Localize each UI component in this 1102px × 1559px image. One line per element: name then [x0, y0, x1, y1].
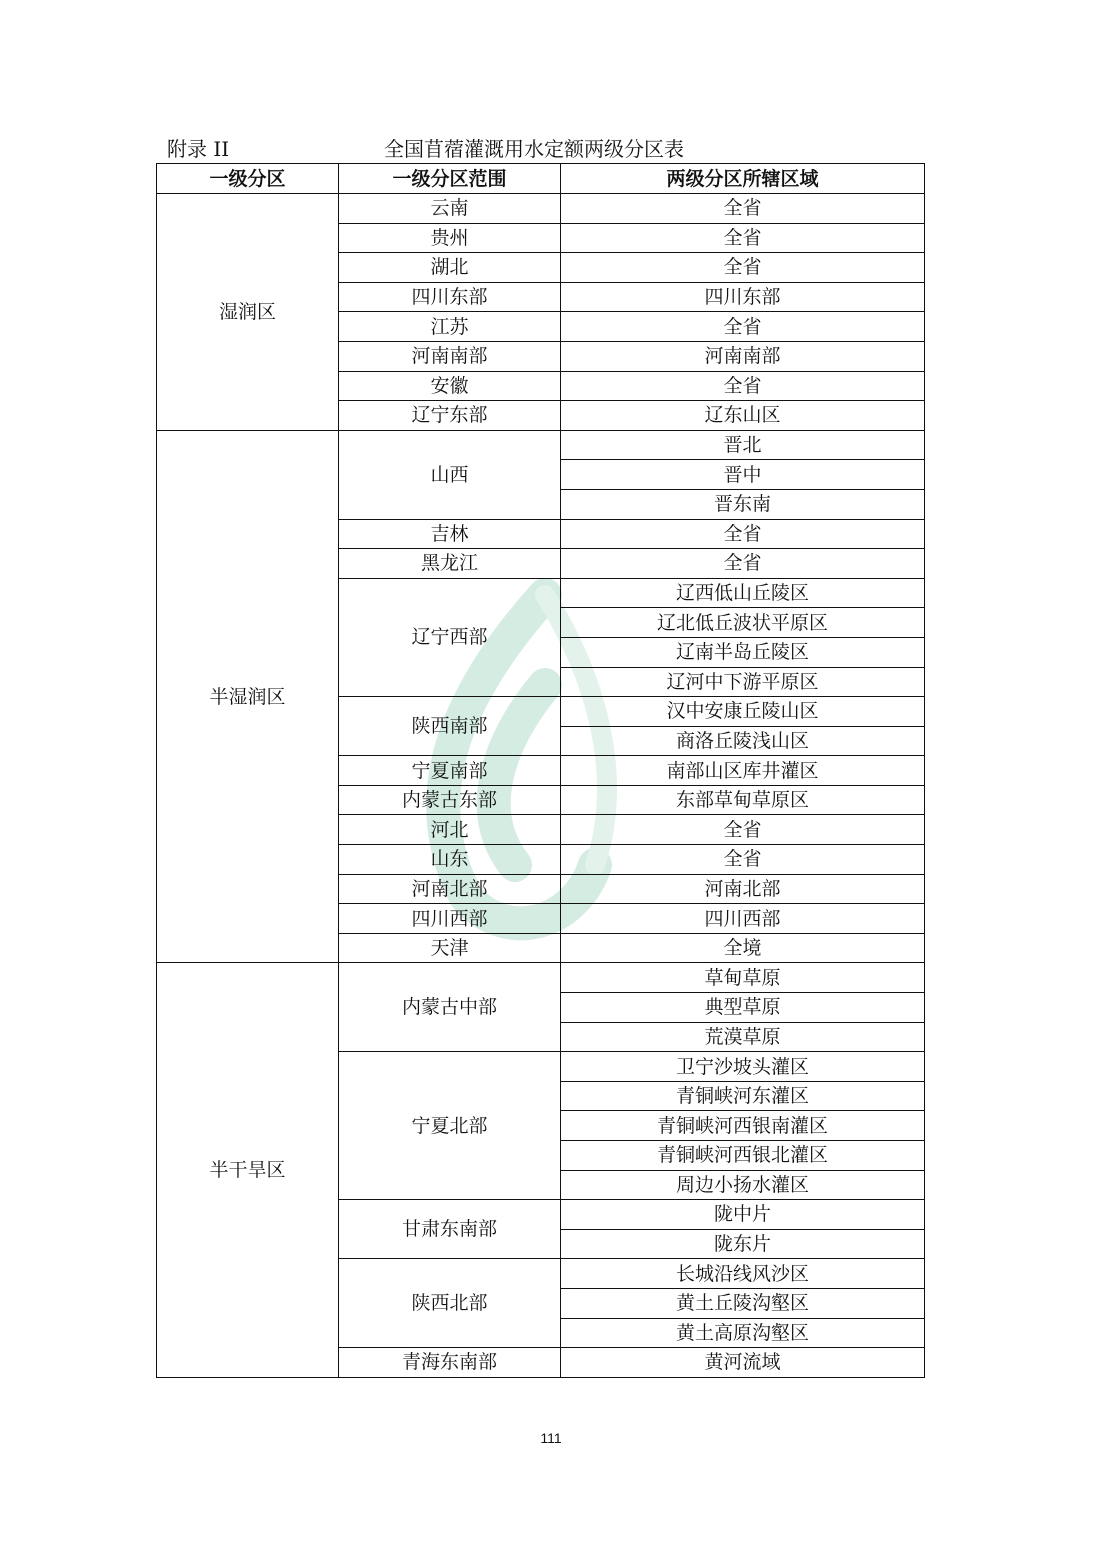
sub-region-cell: 晋北 — [561, 430, 925, 460]
zone-scope-cell: 河北 — [339, 815, 561, 845]
sub-region-cell: 四川西部 — [561, 904, 925, 934]
sub-region-cell: 黄土丘陵沟壑区 — [561, 1288, 925, 1318]
zone-scope-cell: 山西 — [339, 430, 561, 519]
zone-scope-cell: 内蒙古东部 — [339, 785, 561, 815]
sub-region-cell: 卫宁沙坡头灌区 — [561, 1052, 925, 1082]
sub-region-cell: 辽北低丘波状平原区 — [561, 608, 925, 638]
zone-scope-cell: 宁夏南部 — [339, 756, 561, 786]
zone-scope-cell: 辽宁东部 — [339, 401, 561, 431]
sub-region-cell: 辽南半岛丘陵区 — [561, 637, 925, 667]
zone-scope-cell: 江苏 — [339, 312, 561, 342]
sub-region-cell: 全境 — [561, 933, 925, 963]
sub-region-cell: 南部山区库井灌区 — [561, 756, 925, 786]
zone-scope-cell: 甘肃东南部 — [339, 1200, 561, 1259]
zone-scope-cell: 陕西南部 — [339, 697, 561, 756]
table-header-row — [157, 164, 925, 194]
sub-region-cell: 辽东山区 — [561, 401, 925, 431]
sub-region-cell: 汉中安康丘陵山区 — [561, 697, 925, 727]
zone-scope-cell: 青海东南部 — [339, 1348, 561, 1378]
primary-zone-cell: 半干旱区 — [157, 963, 339, 1377]
table-row — [157, 963, 925, 993]
zone-scope-cell: 河南北部 — [339, 874, 561, 904]
primary-zone-cell: 湿润区 — [157, 194, 339, 431]
zone-scope-cell: 安徽 — [339, 371, 561, 401]
column-header-sub-regions: 两级分区所辖区域 — [561, 164, 925, 194]
zone-scope-cell: 山东 — [339, 845, 561, 875]
sub-region-cell: 辽河中下游平原区 — [561, 667, 925, 697]
sub-region-cell: 全省 — [561, 253, 925, 283]
table-row — [157, 430, 925, 460]
sub-region-cell: 黄土高原沟壑区 — [561, 1318, 925, 1348]
zone-scope-cell: 吉林 — [339, 519, 561, 549]
sub-region-cell: 陇东片 — [561, 1229, 925, 1259]
sub-region-cell: 四川东部 — [561, 282, 925, 312]
zone-scope-cell: 四川西部 — [339, 904, 561, 934]
sub-region-cell: 河南南部 — [561, 341, 925, 371]
sub-region-cell: 东部草甸草原区 — [561, 785, 925, 815]
zone-scope-cell: 云南 — [339, 194, 561, 224]
sub-region-cell: 全省 — [561, 549, 925, 579]
zone-scope-cell: 天津 — [339, 933, 561, 963]
zone-scope-cell: 河南南部 — [339, 341, 561, 371]
zoning-table — [156, 163, 925, 1378]
column-header-zone-scope: 一级分区范围 — [339, 164, 561, 194]
sub-region-cell: 全省 — [561, 845, 925, 875]
zone-scope-cell: 四川东部 — [339, 282, 561, 312]
sub-region-cell: 青铜峡河东灌区 — [561, 1081, 925, 1111]
sub-region-cell: 晋中 — [561, 460, 925, 490]
sub-region-cell: 全省 — [561, 815, 925, 845]
zone-scope-cell: 黑龙江 — [339, 549, 561, 579]
sub-region-cell: 陇中片 — [561, 1200, 925, 1230]
sub-region-cell: 周边小扬水灌区 — [561, 1170, 925, 1200]
sub-region-cell: 典型草原 — [561, 993, 925, 1023]
table-row — [157, 194, 925, 224]
zone-scope-cell: 湖北 — [339, 253, 561, 283]
zone-scope-cell: 宁夏北部 — [339, 1052, 561, 1200]
sub-region-cell: 青铜峡河西银北灌区 — [561, 1141, 925, 1171]
sub-region-cell: 全省 — [561, 223, 925, 253]
appendix-label: 附录 II — [167, 137, 230, 161]
column-header-primary-zone: 一级分区 — [157, 164, 339, 194]
sub-region-cell: 全省 — [561, 194, 925, 224]
primary-zone-cell: 半湿润区 — [157, 430, 339, 963]
page-title: 全国苜蓿灌溉用水定额两级分区表 — [384, 137, 684, 161]
sub-region-cell: 全省 — [561, 371, 925, 401]
page-number: 111 — [540, 1430, 562, 1446]
zone-scope-cell: 贵州 — [339, 223, 561, 253]
sub-region-cell: 青铜峡河西银南灌区 — [561, 1111, 925, 1141]
sub-region-cell: 商洛丘陵浅山区 — [561, 726, 925, 756]
sub-region-cell: 长城沿线风沙区 — [561, 1259, 925, 1289]
sub-region-cell: 草甸草原 — [561, 963, 925, 993]
zone-scope-cell: 辽宁西部 — [339, 578, 561, 696]
sub-region-cell: 河南北部 — [561, 874, 925, 904]
sub-region-cell: 全省 — [561, 519, 925, 549]
zone-scope-cell: 内蒙古中部 — [339, 963, 561, 1052]
zone-scope-cell: 陕西北部 — [339, 1259, 561, 1348]
sub-region-cell: 荒漠草原 — [561, 1022, 925, 1052]
sub-region-cell: 全省 — [561, 312, 925, 342]
sub-region-cell: 晋东南 — [561, 489, 925, 519]
sub-region-cell: 辽西低山丘陵区 — [561, 578, 925, 608]
sub-region-cell: 黄河流域 — [561, 1348, 925, 1378]
